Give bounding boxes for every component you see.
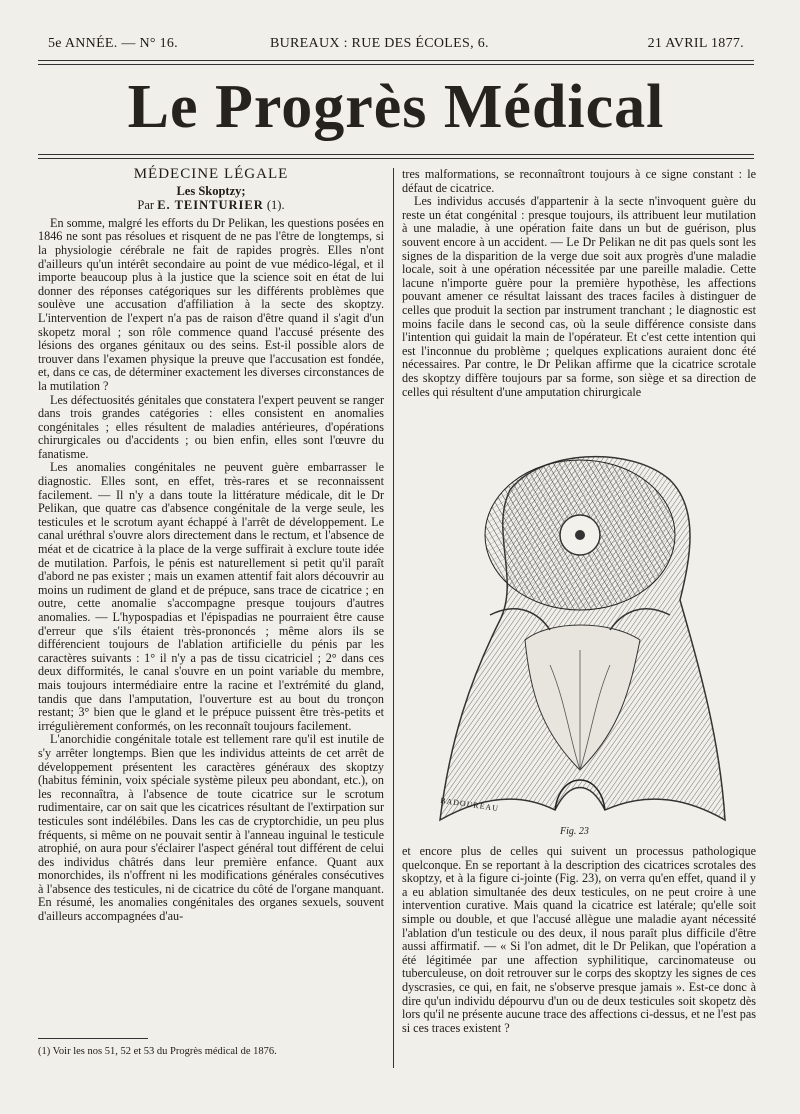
author-name: E. TEINTURIER <box>157 198 264 213</box>
footnote: (1) Voir les nos 51, 52 et 53 du Progrès médical de 1876. <box>38 1046 277 1057</box>
byline-prefix: Par <box>137 198 155 213</box>
footnote-reference: (1). <box>266 198 285 213</box>
section-title: MÉDECINE LÉGALE <box>133 166 289 182</box>
title-rule <box>38 154 754 159</box>
paragraph: et encore plus de celles qui suivent un processus pathologique quelconque. En se reportant à la description des cicatrices scrotales des skoptzy, et à la figure ci-jointe (Fig. 23), on verra qu'en effet, quand il y a eu ablation simultanée des deux testicules, on ne peut croire à une intervention curative. Mais quand la cicatrice est latérale; qu'elle soit simple ou double, et que l'accusé allègue une maladie ayant nécessité l'ablation d'un testicule ou des deux, il nous paraît plus difficile d'être aussi affirmatif. — « Si l'on admet, dit le Dr Pelikan, que l'opération a été légitimée par une affection syphilitique, carcinomateuse ou tuberculeuse, on doit retrouver sur le corps des skoptzy les signes de ces dyscrasies, ce qui, en fait, ne s'observe presque jamais ». Est-ce donc à dire qu'un individu dépourvu d'un ou de deux testicules soit skopetz dès lors qu'il ne présente aucune trace des affections ci-dessus, et ne l'est pas si ces traces existent ? <box>402 844 756 1035</box>
issue-date: 21 AVRIL 1877. <box>647 36 744 51</box>
byline <box>38 199 384 213</box>
right-column-bottom <box>402 845 756 1035</box>
paragraph: Les anomalies congénitales ne peuvent guère embarrasser le diagnostic. Elles sont, en effet, très-rares et se reconnaissent facilement. — Il n'y a dans toute la littérature médicale, dit le Dr Pelikan, que quatre cas d'absence congénitale de la verge seule, les testicules et le scrotum ayant échappé à l'arrêt de développement. Le canal uréthral s'ouvre alors directement dans le rectum, et l'absence de méat et de cicatrice à la place de la verge suffirait à exclure toute idée de mutilation. Parfois, le pénis est naturellement si petit qu'il paraît d'abord ne pas exister ; mais un examen attentif fait alors découvrir au moins un rudiment de gland et de prépuce, sans trace de cicatrice ; en outre, cette anomalie s'accompagne presque toujours d'autres anomalies. — L'hypospadias et l'épispadias ne pourraient être cause d'erreur que s'ils étaient très-prononcés ; même alors ils se différencient toujours de l'ablation artificielle du pénis par les caractères suivants : 1° il n'y a pas de tissu cicatriciel ; 2° dans ces deux difformités, le canal s'ouvre en un point variable du membre, mais toujours intermédiaire entre la racine et l'extrémité du gland, tandis que dans l'amputation, l'ouverture est au bout du tronçon restant; 3° bien que le gland et le prépuce puissent être très-petits et irrégulièrement conformés, on les reconnaît toujours facilement. <box>38 460 384 733</box>
left-column <box>38 168 384 924</box>
article-subtitle: Les Skoptzy; <box>176 183 246 198</box>
journal-title: Le Progrès Médical <box>127 73 665 141</box>
office-address: BUREAUX : RUE DES ÉCOLES, 6. <box>270 36 489 51</box>
paragraph: Les défectuosités génitales que constatera l'expert peuvent se ranger dans trois grandes catégories : elles consistent en anomalies congénitales ; elles résultent de maladies antérieures, d'opérations chirurgicales ou d'accidents ; ou bien enfin, elles sont l'œuvre du fanatisme. <box>38 392 384 461</box>
paragraph: En somme, malgré les efforts du Dr Pelikan, les questions posées en 1846 ne sont pas résolues et risquent de ne pas l'être de longtemps, si la physiologie cérébrale ne fait de rapides progrès. Elles n'ont d'ailleurs qu'un intérêt secondaire au point de vue médico-légal, et il importe beaucoup plus à la justice que la science soit en état de lui donner des réponses catégoriques sur les différents problèmes que soulève une accusation d'affiliation à la secte des skoptzy. L'intervention de l'expert n'a pas de raison d'être quand il s'agit d'un skopetz moral ; son rôle commence quand l'accusé présente des lésions des organes génitaux ou des seins. Est-il possible alors de trouver dans l'examen physique la preuve que l'accusation est fondée, et, dans ce cas, de déterminer exactement les diverses circonstances de la mutilation ? <box>38 215 384 393</box>
anatomical-engraving <box>430 440 730 840</box>
masthead <box>38 36 754 58</box>
column-divider <box>393 168 394 1068</box>
paragraph: Les individus accusés d'appartenir à la secte n'invoquent guère du reste un état congénital : presque toujours, ils attribuent leur mutilation à une maladie, à une opération faite dans un but de guérison, plus souvent encore à un accident. — Le Dr Pelikan ne dit pas quels sont les signes de la disparition de la verge due soit aux progrès d'une maladie locale, soit à une opération nécessitée par une pareille maladie. Cette lacune n'importe guère pour la première hypothèse, les affections pouvant amener ce résultat laissant des traces faciles à distinguer de celles que produit la section par instrument tranchant ; le diagnostic est moins facile dans le second cas, où la seule différence consiste dans l'intention qui guidait la main de l'opérateur. Et c'est cette intention qui est l'inconnue du problème ; quelques explications auraient donc été nécessaires. Par contre, le Dr Pelikan affirme que la cicatrice scrotale des skoptzy diffère toujours par sa forme, son siège et sa direction de celles qui résultent d'une amputation chirurgicale <box>402 194 756 399</box>
engraver-signature: BADOUREAU <box>439 795 500 814</box>
footnote-rule <box>38 1038 148 1039</box>
issue-number: 5e ANNÉE. — N° 16. <box>48 36 178 51</box>
paragraph: L'anorchidie congénitale totale est tellement rare qu'il est inutile de s'y arrêter longtemps. Bien que les individus atteints de cet arrêt de développement présentent les caractères généraux des skoptzy (habitus féminin, voix spéciale système pileux peu abondant, etc.), on les reconnaîtra, à l'absence de toute cicatrice sur le scrotum rudimentaire, car on sait que les cicatrices résultant de l'extirpation sur testicules sont indélébiles. Dans les cas de cryptorchidie, un peu plus fréquents, si même on ne pouvait sentir à l'anneau inguinal le testicule atrophié, on aura pour s'éclairer l'aspect général tout différent de celui des individus châtrés dans leur première enfance. Quant aux monorchides, ils n'offrent ni les modifications générales consécutives à l'absence des testicules, ni de cicatrice du côté de l'organe manquant. En résumé, les anomalies congénitales des organes sexuels, souvent d'ailleurs accompagnées d'au- <box>38 732 384 924</box>
masthead-rule <box>38 60 754 65</box>
right-column-top <box>402 168 756 399</box>
paragraph: tres malformations, se reconnaîtront toujours à ce signe constant : le défaut de cicatrice. <box>402 167 756 195</box>
figure-caption: Fig. 23 <box>560 826 589 837</box>
